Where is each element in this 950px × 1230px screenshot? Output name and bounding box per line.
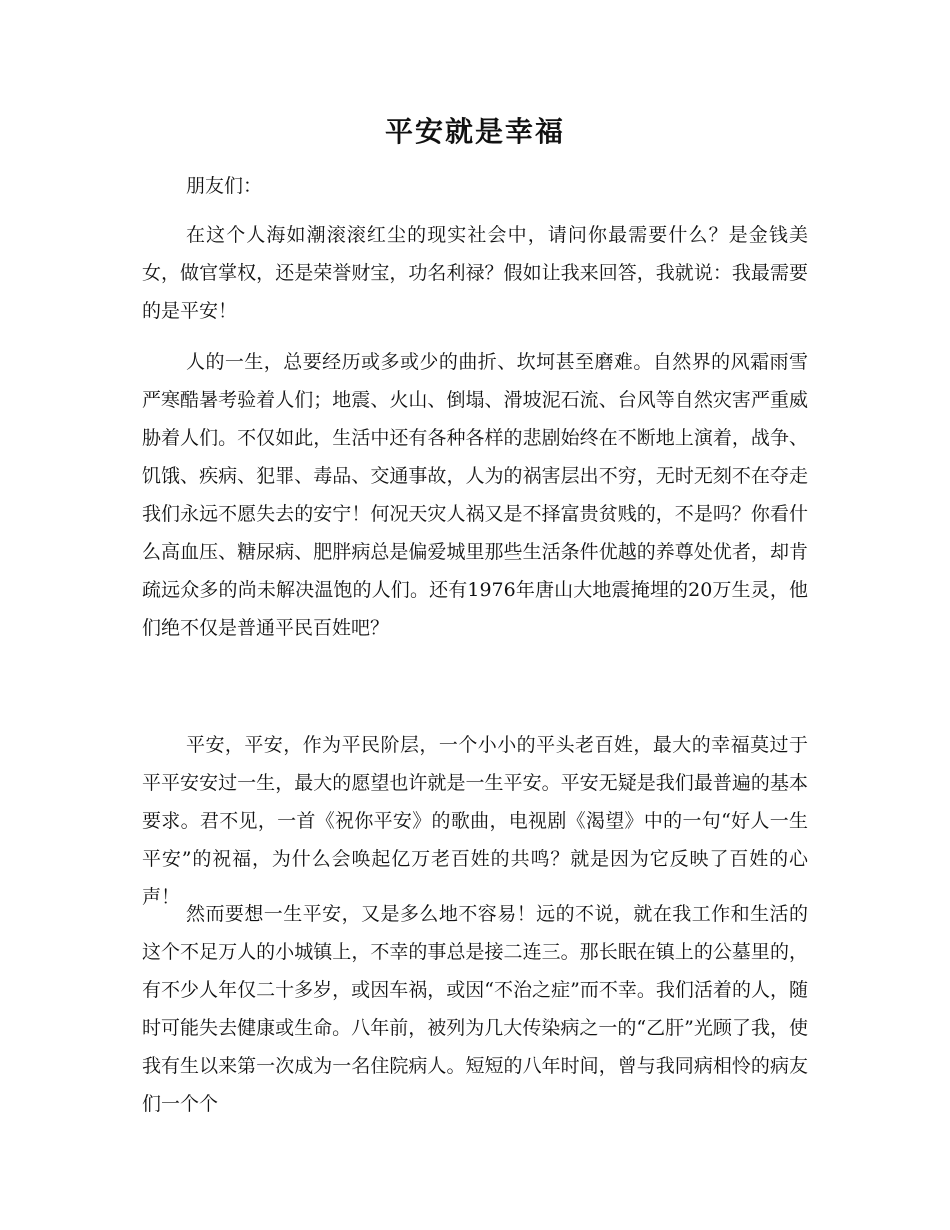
paragraph-1: 在这个人海如潮滚滚红尘的现实社会中，请问你最需要什么？是金钱美女，做官掌权，还是荣誉财宝，功名利禄？假如让我来回答，我就说：我最需要的是平安！ xyxy=(142,224,808,322)
paragraph-4: 然而要想一生平安，又是多么地不容易！远的不说，就在我工作和生活的这个不足万人的小城镇上，不幸的事总是接二连三。那长眠在镇上的公墓里的，有不少人年仅二十多岁，或因车祸，或因“不治之症”而不幸。我们活着的人，随时可能失去健康或生命。八年前，被列为几大传染病之一的“乙肝”光顾了我，使我有生以来第一次成为一名住院病人。短短的八年时间，曾与我同病相怜的病友们一个个 xyxy=(142,903,808,1115)
document-title: 平安就是幸福 xyxy=(384,115,565,148)
paragraph-2: 人的一生，总要经历或多或少的曲折、坎坷甚至磨难。自然界的风霜雨雪严寒酷暑考验着人们；地震、火山、倒塌、滑坡泥石流、台风等自然灾害严重威胁着人们。不仅如此，生活中还有各种各样的悲剧始终在不断地上演着，战争、饥饿、疾病、犯罪、毒品、交通事故，人为的祸害层出不穷，无时无刻不在夺走我们永远不愿失去的安宁！何况天灾人祸又是不择富贵贫贱的，不是吗？你看什么高血压、糖尿病、肥胖病总是偏爱城里那些生活条件优越的养尊处优者，却肯疏远众多的尚未解决温饱的人们。还有1976年唐山大地震掩埋的20万生灵，他们绝不仅是普通平民百姓吧？ xyxy=(142,351,808,639)
paragraph-3: 平安，平安，作为平民阶层，一个小小的平头老百姓，最大的幸福莫过于平平安安过一生，最大的愿望也许就是一生平安。平安无疑是我们最普遍的基本要求。君不见，一首《祝你平安》的歌曲，电视剧《渴望》中的一句“好人一生平安”的祝福，为什么会唤起亿万老百姓的共鸣？就是因为它反映了百姓的心声！ xyxy=(142,734,808,908)
greeting: 朋友们： xyxy=(186,175,263,197)
